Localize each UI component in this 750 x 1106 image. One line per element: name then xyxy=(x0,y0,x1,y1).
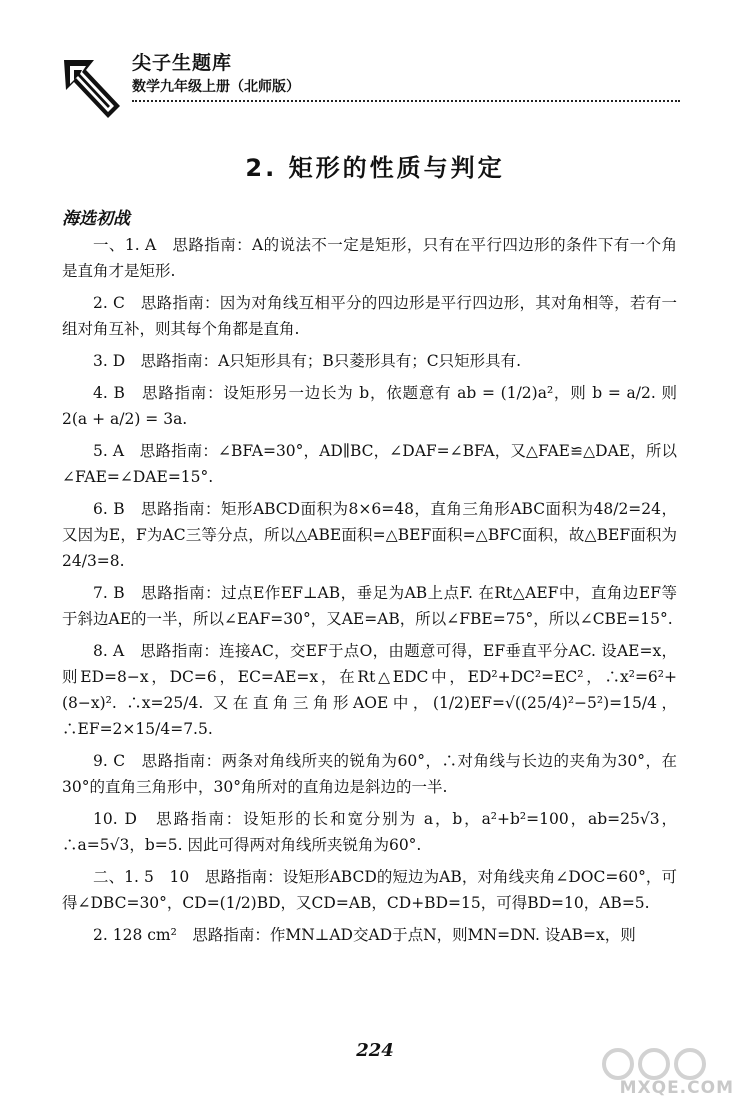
header-dotted-divider xyxy=(132,100,680,102)
chapter-title: 2. 矩形的性质与判定 xyxy=(245,154,505,182)
answer-list xyxy=(62,232,677,954)
book-subtitle: 数学九年级上册（北师版） xyxy=(132,79,300,95)
answer-paragraph: 2. C 思路指南：因为对角线互相平分的四边形是平行四边形，其对角相等，若有一组对角互补，则其每个角都是直角. xyxy=(62,294,677,338)
answer-paragraph: 4. B 思路指南：设矩形另一边长为 b，依题意有 ab = (1/2)a²，则 b = a/2. 则 2(a + a/2) = 3a. xyxy=(62,384,677,428)
answer-paragraph: 8. A 思路指南：连接AC，交EF于点O，由题意可得，EF垂直平分AC. 设AE=x，则ED=8−x，DC=6，EC=AE=x，在Rt△EDC中，ED²+DC²=EC²，∴x²=6²+(8−x)². ∴x=25/4. 又在直角三角形AOE中，(1/2)EF=√((25/4)²−5²)=15/4，∴EF=2×15/4=7.5. xyxy=(62,642,677,738)
page-number: 224 xyxy=(356,1040,394,1061)
answer-paragraph: 一、1. A 思路指南：A的说法不一定是矩形，只有在平行四边形的条件下有一个角是直角才是矩形. xyxy=(62,236,677,280)
answer-paragraph: 3. D 思路指南：A只矩形具有；B只菱形具有；C只矩形具有. xyxy=(93,352,522,370)
answer-paragraph: 10. D 思路指南：设矩形的长和宽分别为 a，b，a²+b²=100，ab=25√3，∴a=5√3，b=5. 因此可得两对角线所夹锐角为60°. xyxy=(62,810,677,854)
answer-paragraph: 2. 128 cm² 思路指南：作MN⊥AD交AD于点N，则MN=DN. 设AB=x，则 xyxy=(93,926,636,944)
answer-paragraph: 7. B 思路指南：过点E作EF⊥AB，垂足为AB上点F. 在Rt△AEF中，直角边EF等于斜边AE的一半，所以∠EAF=30°，又AE=AB，所以∠FBE=75°，所以∠CBE=15°. xyxy=(62,584,677,628)
answer-paragraph: 6. B 思路指南：矩形ABCD面积为8×6=48，直角三角形ABC面积为48/2=24，又因为E，F为AC三等分点，所以△ABE面积=△BEF面积=△BFC面积，故△BEF面积为24/3=8. xyxy=(62,500,677,570)
arrow-logo-icon xyxy=(60,54,130,126)
section-title: 海选初战 xyxy=(62,209,130,229)
answer-paragraph: 5. A 思路指南：∠BFA=30°，AD∥BC，∠DAF=∠BFA，又△FAE≌△DAE，所以∠FAE=∠DAE=15°. xyxy=(62,442,677,486)
watermark-text: MXQE.COM xyxy=(619,1078,734,1098)
series-title: 尖子生题库 xyxy=(132,52,233,74)
page-header xyxy=(60,44,680,134)
answer-paragraph: 二、1. 5 10 思路指南：设矩形ABCD的短边为AB，对角线夹角∠DOC=60°，可得∠DBC=30°，CD=(1/2)BD，又CD=AB，CD+BD=15，可得BD=10，AB=5. xyxy=(62,868,677,912)
answer-paragraph: 9. C 思路指南：两条对角线所夹的锐角为60°，∴对角线与长边的夹角为30°，在30°的直角三角形中，30°角所对的直角边是斜边的一半. xyxy=(62,752,677,796)
